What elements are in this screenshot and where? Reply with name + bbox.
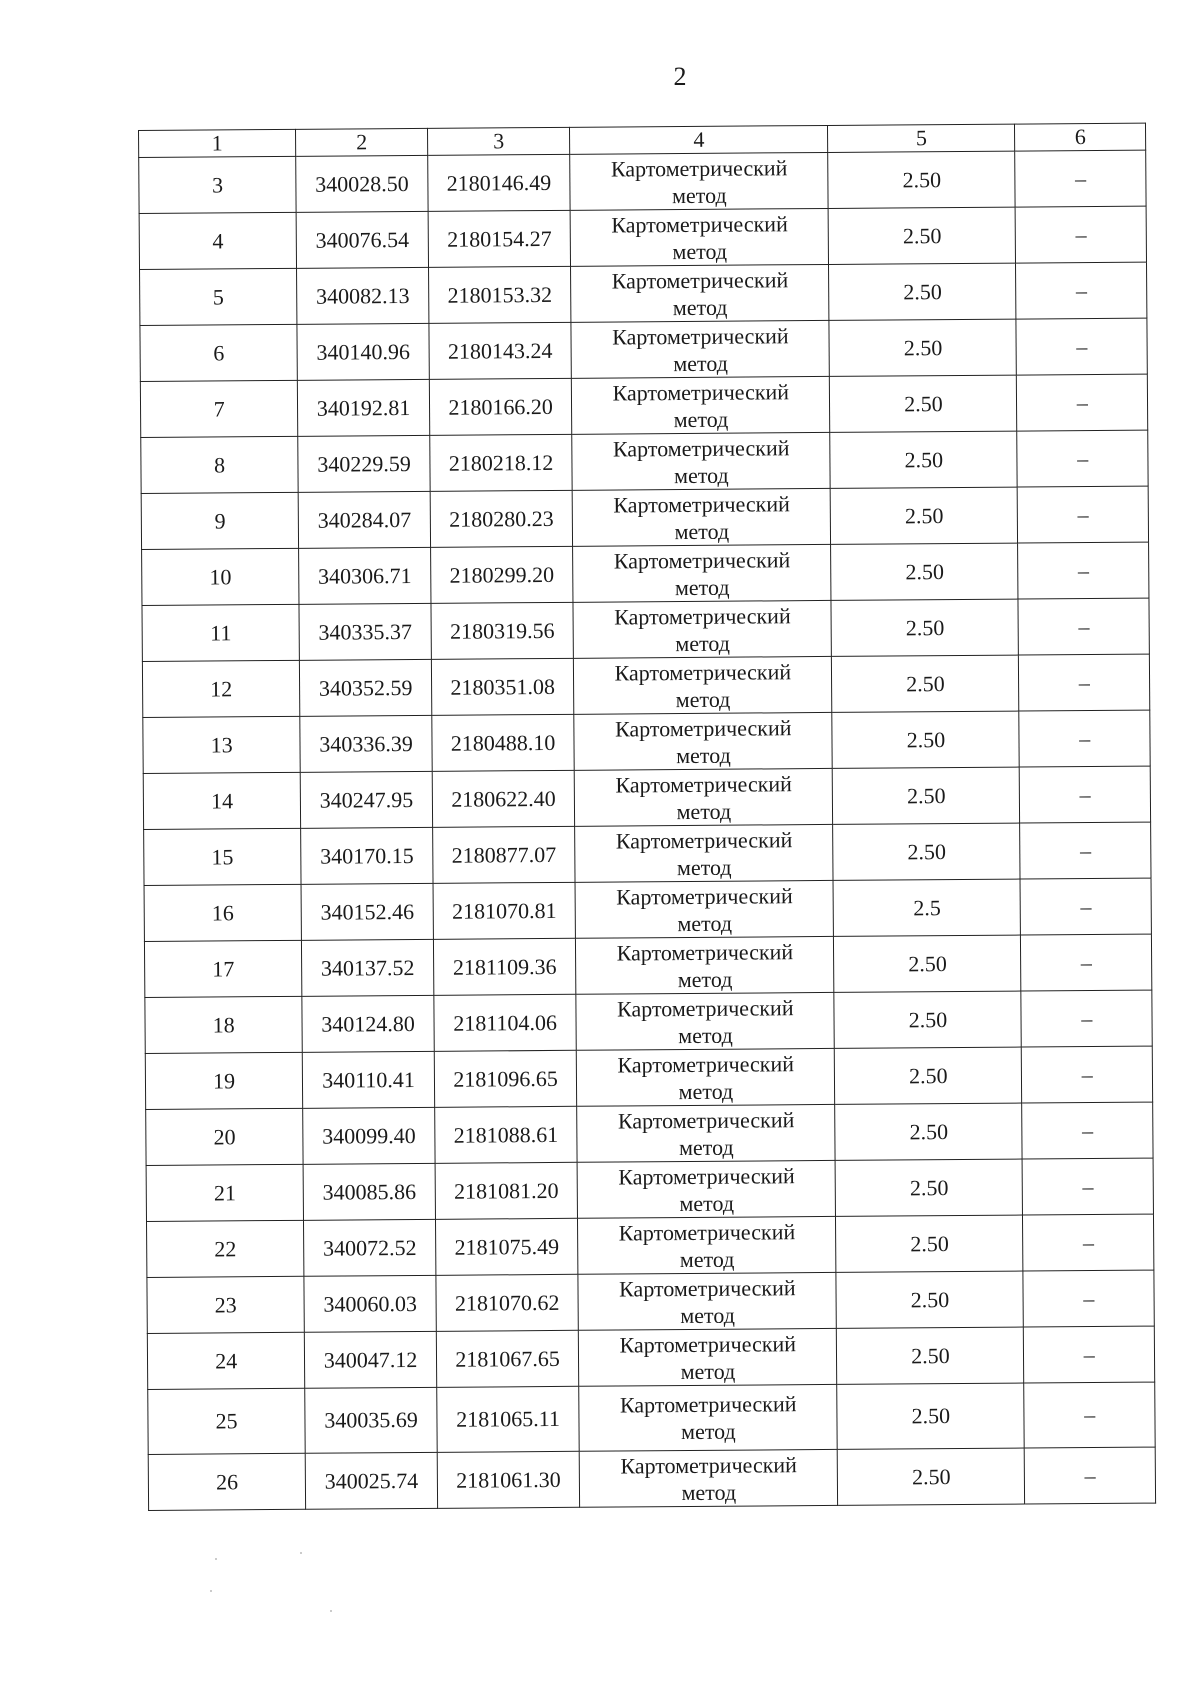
note-cell: – [1023, 1214, 1154, 1271]
y-coordinate-cell: 2180153.32 [428, 266, 571, 323]
accuracy-cell: 2.50 [830, 375, 1018, 432]
y-coordinate-cell: 2180319.56 [431, 602, 574, 659]
y-coordinate-cell: 2181061.30 [437, 1451, 580, 1508]
x-coordinate-cell: 340335.37 [299, 603, 431, 660]
table-row [140, 374, 1147, 437]
point-number-cell: 26 [148, 1453, 306, 1510]
table-row [144, 934, 1151, 997]
accuracy-cell: 2.50 [834, 935, 1022, 992]
method-line-2: метод [677, 966, 733, 992]
y-coordinate-cell: 2180218.12 [430, 434, 573, 491]
note-cell: – [1022, 1102, 1153, 1159]
note-cell: – [1023, 1270, 1154, 1327]
header-cell-1: 1 [139, 129, 296, 157]
method-cell [578, 1216, 836, 1274]
table-row [147, 1214, 1154, 1277]
x-coordinate-cell: 340247.95 [301, 771, 433, 828]
method-cell [571, 320, 829, 378]
method-line-1: Картометрический [616, 938, 794, 966]
x-coordinate-cell: 340025.74 [306, 1452, 438, 1509]
accuracy-cell: 2.50 [828, 207, 1016, 264]
point-number-cell: 21 [146, 1164, 304, 1221]
method-line-1: Картометрический [619, 1391, 797, 1418]
x-coordinate-cell: 340072.52 [304, 1219, 436, 1276]
note-cell: – [1020, 766, 1151, 823]
y-coordinate-cell: 2181109.36 [433, 938, 576, 995]
accuracy-cell: 2.50 [837, 1327, 1025, 1384]
method-line-2: метод [679, 1190, 735, 1216]
accuracy-cell: 2.5 [833, 879, 1021, 936]
method-cell [572, 376, 830, 434]
point-number-cell: 13 [143, 716, 301, 773]
table-row [143, 710, 1150, 773]
point-number-cell: 16 [144, 884, 302, 941]
x-coordinate-cell: 340306.71 [299, 547, 431, 604]
accuracy-cell: 2.50 [834, 991, 1022, 1048]
table-row [141, 486, 1148, 549]
x-coordinate-cell: 340284.07 [298, 491, 430, 548]
method-cell [573, 600, 831, 658]
header-cell-3: 3 [427, 127, 570, 155]
method-line-2: метод [678, 1134, 734, 1160]
method-line-1: Картометрический [612, 322, 789, 350]
method-line-1: Картометрический [612, 434, 790, 462]
method-line-1: Картометрический [613, 546, 791, 574]
method-line-1: Картометрический [610, 154, 788, 182]
table-row [147, 1270, 1154, 1333]
accuracy-cell: 2.50 [831, 599, 1019, 656]
y-coordinate-cell: 2180488.10 [432, 714, 575, 771]
note-cell: – [1016, 262, 1147, 319]
method-cell [570, 208, 828, 266]
method-cell [577, 1104, 835, 1162]
method-cell [572, 432, 830, 490]
accuracy-cell: 2.50 [832, 655, 1020, 712]
method-cell [576, 992, 834, 1050]
method-line-2: метод [676, 742, 731, 768]
accuracy-cell: 2.50 [830, 487, 1018, 544]
method-line-2: метод [680, 1302, 735, 1328]
method-line-1: Картометрический [617, 1050, 795, 1078]
y-coordinate-cell: 2180299.20 [430, 546, 573, 603]
method-line-2: метод [681, 1479, 737, 1505]
x-coordinate-cell: 340085.86 [303, 1163, 435, 1220]
method-line-2: метод [674, 462, 729, 488]
accuracy-cell: 2.50 [833, 767, 1021, 824]
method-line-1: Картометрический [619, 1274, 796, 1302]
note-cell: – [1019, 710, 1150, 767]
accuracy-cell: 2.50 [832, 711, 1020, 768]
method-line-2: метод [678, 1078, 734, 1104]
method-line-2: метод [678, 1022, 733, 1048]
table-row [144, 878, 1151, 941]
accuracy-cell: 2.50 [836, 1271, 1024, 1328]
y-coordinate-cell: 2181088.61 [435, 1106, 578, 1163]
point-number-cell: 11 [142, 604, 300, 661]
table-row [145, 990, 1152, 1053]
x-coordinate-cell: 340140.96 [297, 323, 429, 380]
method-line-1: Картометрический [613, 490, 790, 518]
note-cell: – [1019, 654, 1150, 711]
method-line-2: метод [675, 686, 731, 712]
method-line-2: метод [671, 182, 727, 208]
table-row [146, 1158, 1153, 1221]
method-line-2: метод [679, 1246, 735, 1272]
method-cell [579, 1328, 837, 1386]
page-number: 2 [673, 62, 687, 91]
method-cell [575, 880, 833, 938]
method-line-2: метод [674, 574, 730, 600]
x-coordinate-cell: 340124.80 [302, 995, 434, 1052]
method-cell [571, 264, 829, 322]
note-cell: – [1022, 1046, 1153, 1103]
note-cell: – [1016, 318, 1147, 375]
table-body [139, 123, 1156, 1510]
method-cell [577, 1048, 835, 1106]
x-coordinate-cell: 340192.81 [298, 379, 430, 436]
y-coordinate-cell: 2180146.49 [428, 154, 571, 211]
y-coordinate-cell: 2181067.65 [436, 1330, 579, 1387]
method-line-1: Картометрический [614, 602, 791, 630]
method-cell [573, 544, 831, 602]
header-cell-2: 2 [296, 128, 428, 156]
accuracy-cell: 2.50 [835, 1047, 1023, 1104]
table-row [142, 654, 1149, 717]
method-line-1: Картометрический [619, 1330, 797, 1358]
table-row [148, 1382, 1155, 1454]
method-line-1: Картометрический [615, 826, 793, 854]
method-cell [579, 1384, 837, 1451]
method-cell [575, 768, 833, 826]
x-coordinate-cell: 340137.52 [302, 939, 434, 996]
coordinates-table [138, 123, 1156, 1511]
note-cell: – [1020, 878, 1151, 935]
note-cell: – [1015, 150, 1146, 207]
method-line-2: метод [675, 630, 731, 656]
scan-speck [210, 1590, 212, 1592]
x-coordinate-cell: 340076.54 [296, 211, 428, 268]
method-line-1: Картометрический [616, 994, 794, 1022]
method-cell [580, 1449, 838, 1507]
point-number-cell: 15 [144, 828, 302, 885]
method-line-2: метод [681, 1418, 736, 1445]
y-coordinate-cell: 2180622.40 [432, 770, 575, 827]
method-cell [573, 488, 831, 546]
point-number-cell: 22 [147, 1220, 305, 1277]
method-line-1: Картометрический [614, 714, 792, 742]
scan-speck [330, 1610, 332, 1612]
accuracy-cell: 2.50 [830, 431, 1018, 488]
point-number-cell: 5 [140, 268, 298, 325]
accuracy-cell: 2.50 [835, 1159, 1023, 1216]
method-cell [578, 1272, 836, 1330]
method-line-2: метод [680, 1358, 736, 1384]
note-cell: – [1017, 430, 1148, 487]
accuracy-cell: 2.50 [838, 1448, 1026, 1505]
x-coordinate-cell: 340028.50 [296, 155, 428, 212]
method-line-2: метод [677, 910, 733, 936]
table-row [142, 598, 1149, 661]
point-number-cell: 17 [144, 940, 302, 997]
table-row [148, 1447, 1155, 1510]
method-cell [577, 1160, 835, 1218]
accuracy-cell: 2.50 [835, 1103, 1023, 1160]
table-row [146, 1102, 1153, 1165]
method-line-2: метод [672, 294, 728, 320]
scan-speck [300, 1552, 302, 1554]
note-cell: – [1018, 486, 1149, 543]
y-coordinate-cell: 2181081.20 [435, 1162, 578, 1219]
point-number-cell: 20 [146, 1108, 304, 1165]
method-line-1: Картометрический [615, 770, 792, 798]
point-number-cell: 7 [140, 380, 298, 437]
method-line-1: Картометрический [614, 658, 792, 686]
method-line-2: метод [673, 350, 728, 376]
method-line-1: Картометрический [617, 1106, 795, 1134]
header-cell-6: 6 [1015, 123, 1146, 151]
note-cell: – [1025, 1447, 1156, 1504]
point-number-cell: 3 [139, 156, 297, 213]
note-cell: – [1023, 1158, 1154, 1215]
table-row [142, 542, 1149, 605]
x-coordinate-cell: 340047.12 [305, 1331, 437, 1388]
method-line-2: метод [676, 854, 732, 880]
method-line-1: Картометрический [620, 1451, 797, 1478]
y-coordinate-cell: 2180280.23 [430, 490, 573, 547]
method-cell [570, 152, 828, 210]
x-coordinate-cell: 340082.13 [297, 267, 429, 324]
x-coordinate-cell: 340099.40 [303, 1107, 435, 1164]
point-number-cell: 12 [142, 660, 300, 717]
point-number-cell: 6 [140, 324, 298, 381]
x-coordinate-cell: 340352.59 [300, 659, 432, 716]
table-row [140, 262, 1147, 325]
scan-speck [215, 1558, 217, 1560]
note-cell: – [1021, 990, 1152, 1047]
y-coordinate-cell: 2180877.07 [432, 826, 575, 883]
method-line-2: метод [672, 238, 728, 264]
point-number-cell: 8 [141, 436, 299, 493]
method-line-1: Картометрический [618, 1162, 795, 1190]
y-coordinate-cell: 2180351.08 [431, 658, 574, 715]
header-cell-5: 5 [828, 124, 1015, 152]
x-coordinate-cell: 340060.03 [304, 1275, 436, 1332]
header-cell-4: 4 [570, 125, 828, 154]
y-coordinate-cell: 2180143.24 [429, 322, 572, 379]
point-number-cell: 4 [139, 212, 297, 269]
y-coordinate-cell: 2181070.81 [433, 882, 576, 939]
accuracy-cell: 2.50 [831, 543, 1019, 600]
method-line-1: Картометрический [611, 266, 789, 294]
table-row [139, 150, 1146, 213]
method-cell [574, 712, 832, 770]
note-cell: – [1018, 598, 1149, 655]
x-coordinate-cell: 340110.41 [303, 1051, 435, 1108]
y-coordinate-cell: 2180154.27 [428, 210, 571, 267]
method-line-2: метод [673, 406, 729, 432]
note-cell: – [1024, 1326, 1155, 1383]
point-number-cell: 24 [147, 1332, 305, 1389]
y-coordinate-cell: 2181070.62 [436, 1274, 579, 1331]
note-cell: – [1021, 934, 1152, 991]
table-row [145, 1046, 1152, 1109]
accuracy-cell: 2.50 [829, 319, 1017, 376]
note-cell: – [1018, 542, 1149, 599]
method-line-1: Картометрический [618, 1218, 796, 1246]
table-row [141, 430, 1148, 493]
method-cell [575, 824, 833, 882]
note-cell: – [1024, 1382, 1155, 1448]
x-coordinate-cell: 340170.15 [301, 827, 433, 884]
method-cell [574, 656, 832, 714]
accuracy-cell: 2.50 [833, 823, 1021, 880]
y-coordinate-cell: 2180166.20 [429, 378, 572, 435]
y-coordinate-cell: 2181104.06 [434, 994, 577, 1051]
x-coordinate-cell: 340229.59 [298, 435, 430, 492]
point-number-cell: 9 [141, 492, 299, 549]
method-line-1: Картометрический [616, 882, 793, 910]
method-line-2: метод [674, 518, 730, 544]
point-number-cell: 19 [145, 1052, 303, 1109]
accuracy-cell: 2.50 [828, 151, 1016, 208]
point-number-cell: 14 [143, 772, 301, 829]
accuracy-cell: 2.50 [836, 1215, 1024, 1272]
table-row [140, 318, 1147, 381]
note-cell: – [1020, 822, 1151, 879]
point-number-cell: 25 [148, 1388, 306, 1454]
method-line-1: Картометрический [612, 378, 790, 406]
table-row [147, 1326, 1154, 1389]
y-coordinate-cell: 2181075.49 [435, 1218, 578, 1275]
point-number-cell: 10 [142, 548, 300, 605]
y-coordinate-cell: 2181065.11 [437, 1386, 580, 1452]
y-coordinate-cell: 2181096.65 [434, 1050, 577, 1107]
x-coordinate-cell: 340336.39 [300, 715, 432, 772]
note-cell: – [1017, 374, 1148, 431]
method-line-1: Картометрический [611, 210, 788, 238]
point-number-cell: 23 [147, 1276, 305, 1333]
x-coordinate-cell: 340152.46 [301, 883, 433, 940]
method-cell [576, 936, 834, 994]
accuracy-cell: 2.50 [837, 1383, 1025, 1449]
method-line-2: метод [676, 798, 732, 824]
point-number-cell: 18 [145, 996, 303, 1053]
table-row [143, 766, 1150, 829]
table-row [144, 822, 1151, 885]
accuracy-cell: 2.50 [829, 263, 1017, 320]
note-cell: – [1016, 206, 1147, 263]
x-coordinate-cell: 340035.69 [305, 1387, 437, 1453]
table-row [139, 206, 1146, 269]
